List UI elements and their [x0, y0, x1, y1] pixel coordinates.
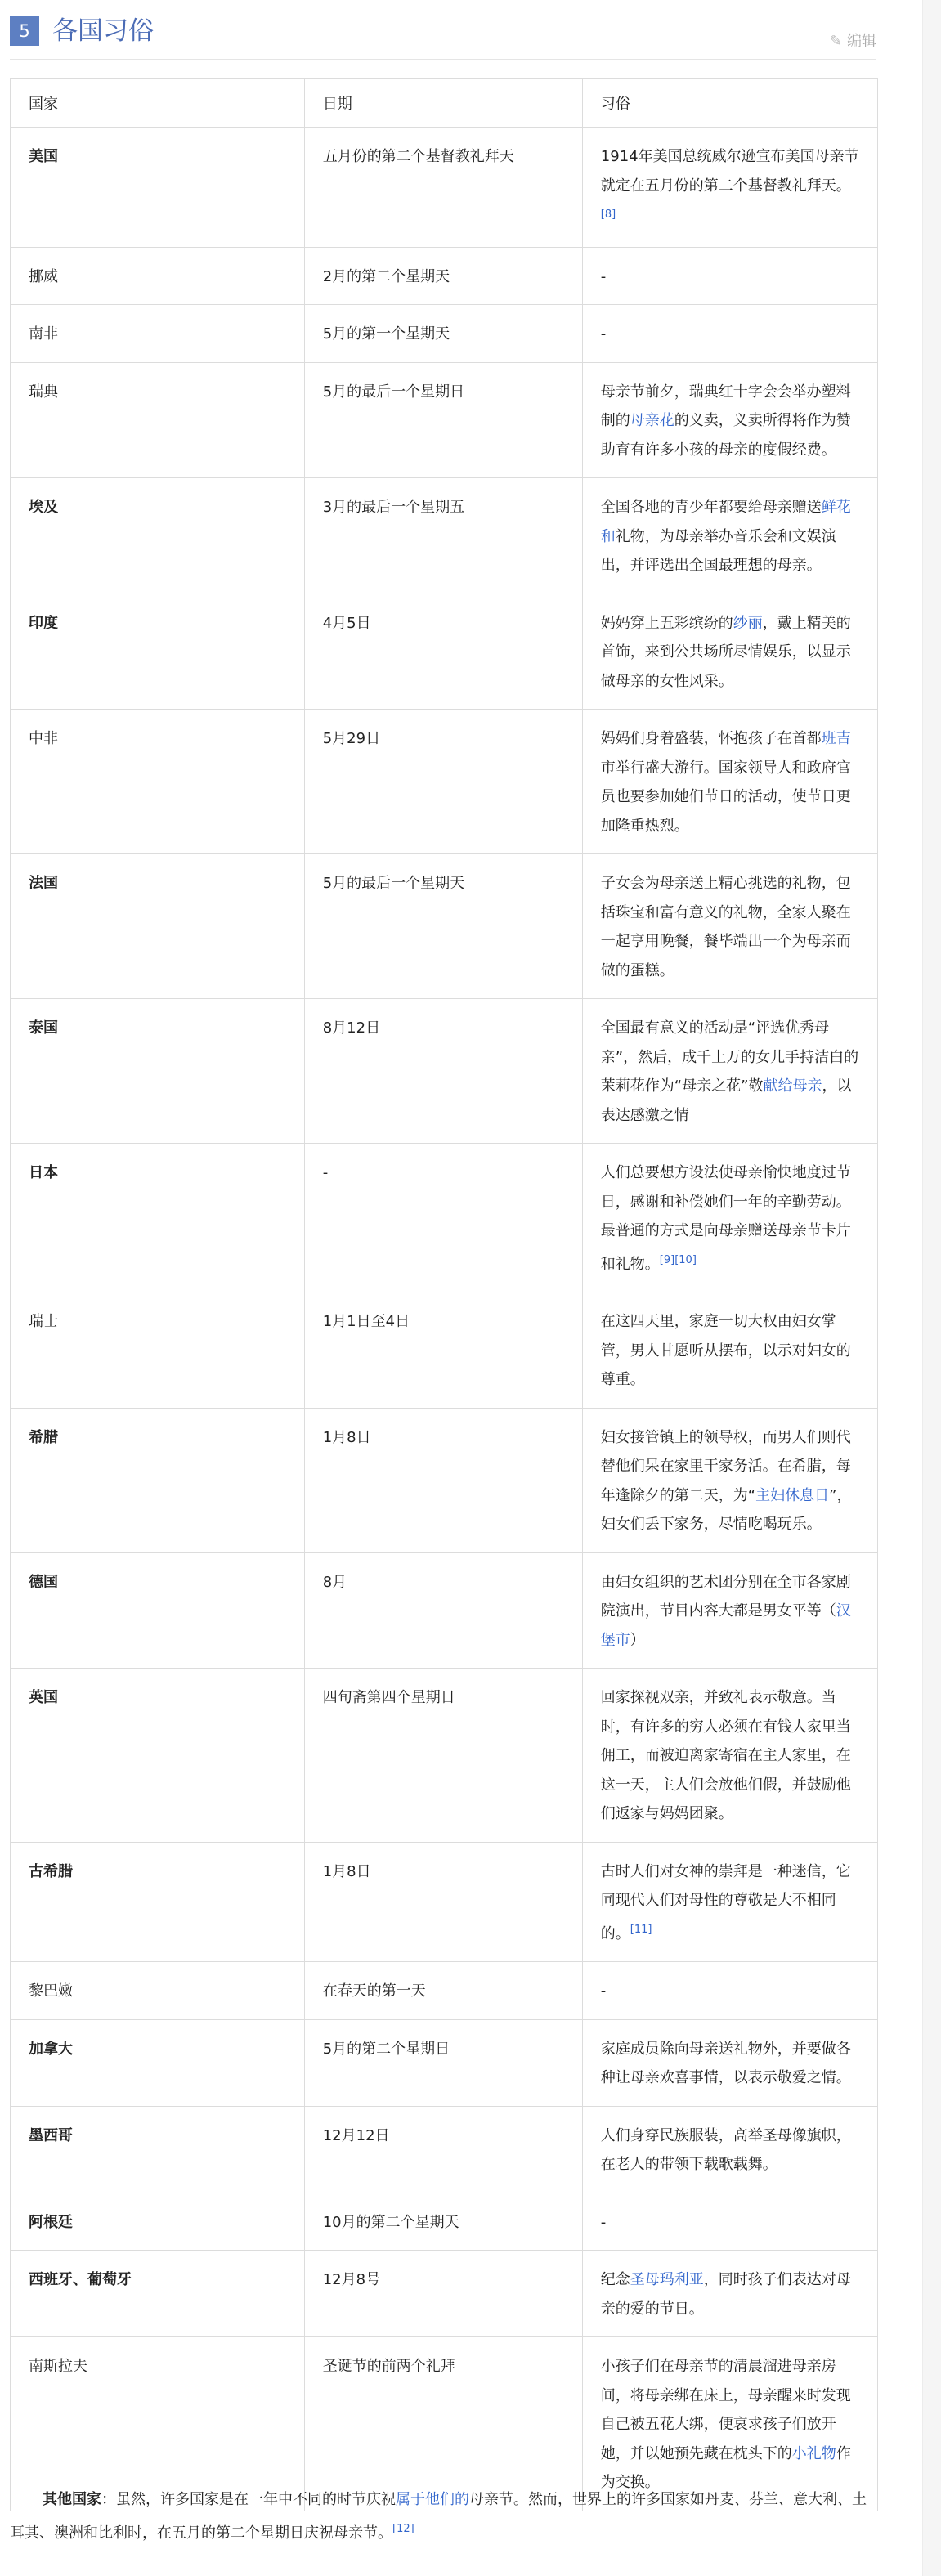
header-date: 日期 [304, 79, 582, 128]
inline-link[interactable]: 母亲花 [630, 412, 674, 429]
text-fragment: ，戴上精美的首饰，来到公共场所尽情娱乐，以显示做母亲的女性风采。 [600, 614, 851, 690]
text-fragment: ，以表达感激之情 [600, 1077, 852, 1124]
date-cell: 10月的第二个星期天 [304, 2193, 582, 2251]
footer-text [10, 2491, 867, 2542]
table-row [11, 1408, 878, 1552]
custom-cell [582, 1842, 877, 1962]
text-fragment: 由妇女组织的艺术团分别在全市各家剧院演出，节目内容大都是男女平等（ [600, 1573, 851, 1620]
country-cell: 阿根廷 [11, 2193, 305, 2251]
text-fragment: ） [630, 1631, 645, 1649]
date-cell: 圣诞节的前两个礼拜 [304, 2337, 582, 2511]
table-row [11, 1842, 878, 1962]
text-fragment: 人们总要想方设法使母亲愉快地度过节日，感谢和补偿她们一年的辛勤劳动。最普通的方式是向母亲赠送母亲节卡片和礼物。 [600, 1164, 851, 1273]
custom-cell [582, 1144, 877, 1292]
custom-cell [582, 2106, 877, 2193]
date-cell: 五月份的第二个基督教礼拜天 [304, 128, 582, 248]
custom-cell [582, 2251, 877, 2337]
date-cell: 1月8日 [304, 1842, 582, 1962]
date-cell: 四旬斋第四个星期日 [304, 1669, 582, 1843]
customs-table [10, 78, 878, 2511]
table-row [11, 1669, 878, 1843]
text-fragment: 妈妈们身着盛装，怀抱孩子在首都 [600, 730, 822, 747]
text-fragment: 母亲节。然而，世界上的许多国家如丹麦、芬兰、意大利、土耳其、澳洲和比利时，在五月的第二个星期日庆祝母亲节。 [10, 2491, 867, 2542]
date-cell: - [304, 1144, 582, 1292]
date-cell: 5月的第二个星期日 [304, 2019, 582, 2106]
text-fragment: ：虽然，许多国家是在一年中不同的时节庆祝 [101, 2491, 396, 2508]
section-number: 5 [10, 16, 39, 46]
text-fragment: 礼物，为母亲举办音乐会和文娱演出，并评选出全国最理想的母亲。 [600, 527, 836, 574]
edit-link[interactable] [830, 29, 876, 51]
section-title: 各国习俗 [52, 16, 154, 46]
country-cell: 中非 [11, 710, 305, 854]
text-fragment: ，同时孩子们表达对母亲的爱的节日。 [600, 2271, 851, 2318]
inline-link[interactable]: 主妇休息日 [755, 1486, 830, 1504]
inline-link[interactable]: 汉堡市 [600, 1602, 851, 1649]
text-fragment: 小孩子们在母亲节的清晨溜进母亲房间，将母亲绑在床上，母亲醒来时发现自己被五花大绑，便哀求孩子们放开她，并以她预先藏在枕头下的 [600, 2358, 851, 2462]
inline-link[interactable]: 献给母亲 [763, 1077, 822, 1095]
custom-cell [582, 2193, 877, 2251]
text-fragment: 妈妈穿上五彩缤纷的 [600, 614, 733, 632]
date-cell: 5月的最后一个星期天 [304, 854, 582, 999]
table-row [11, 478, 878, 594]
text-fragment: 回家探视双亲，并致礼表示敬意。当时，有许多的穷人必须在有钱人家里当佣工，而被迫离家寄宿在主人家里，在这一天，主人们会放他们假，并鼓励他们返家与妈妈团聚。 [600, 1689, 851, 1822]
inline-link[interactable]: 班吉 [821, 730, 851, 747]
scrollbar[interactable] [922, 0, 941, 2576]
table-header-row [11, 79, 878, 128]
table-row [11, 999, 878, 1144]
date-cell: 8月12日 [304, 999, 582, 1144]
country-cell: 法国 [11, 854, 305, 999]
date-cell: 1月8日 [304, 1408, 582, 1552]
country-cell: 印度 [11, 594, 305, 710]
country-cell: 埃及 [11, 478, 305, 594]
inline-link[interactable]: 小礼物 [791, 2444, 836, 2462]
inline-link[interactable]: 属于他们的 [396, 2491, 469, 2508]
inline-link[interactable]: 纱丽 [733, 614, 763, 632]
table-row [11, 1552, 878, 1669]
table-row [11, 2106, 878, 2193]
date-cell: 12月12日 [304, 2106, 582, 2193]
text-fragment: - [600, 1982, 607, 2000]
country-cell: 挪威 [11, 247, 305, 305]
citation-link[interactable]: [8] [600, 208, 616, 221]
table-row [11, 128, 878, 248]
country-cell: 英国 [11, 1669, 305, 1843]
country-cell: 古希腊 [11, 1842, 305, 1962]
date-cell: 2月的第二个星期天 [304, 247, 582, 305]
table-row [11, 305, 878, 363]
country-cell: 西班牙、葡萄牙 [11, 2251, 305, 2337]
table-row [11, 2251, 878, 2337]
inline-link[interactable]: 圣母玛利亚 [630, 2271, 704, 2288]
date-cell: 5月的第一个星期天 [304, 305, 582, 363]
text-fragment: 子女会为母亲送上精心挑选的礼物，包括珠宝和富有意义的礼物，全家人聚在一起享用晚餐，餐毕端出一个为母亲而做的蛋糕。 [600, 875, 851, 979]
citation-link[interactable]: [12] [392, 2523, 414, 2535]
date-cell: 3月的最后一个星期五 [304, 478, 582, 594]
text-fragment: 母亲节前夕，瑞典红十字会会举办塑料制的 [600, 383, 851, 429]
table-row [11, 2019, 878, 2106]
country-cell: 加拿大 [11, 2019, 305, 2106]
citation-link[interactable]: [11] [630, 1923, 652, 1936]
table-row [11, 710, 878, 854]
table-row [11, 854, 878, 999]
custom-cell [582, 999, 877, 1144]
text-fragment: 古时人们对女神的崇拜是一种迷信，它同现代人们对母性的尊敬是大不相同的。 [600, 1862, 851, 1942]
table-row [11, 362, 878, 478]
custom-cell [582, 2019, 877, 2106]
custom-cell [582, 1292, 877, 1409]
custom-cell [582, 710, 877, 854]
country-cell: 泰国 [11, 999, 305, 1144]
pencil-icon: ✎ [829, 33, 842, 50]
text-fragment: 市举行盛大游行。国家领导人和政府官员也要参加她们节日的活动，使节日更加隆重热烈。 [600, 759, 851, 835]
text-fragment: 在这四天里，家庭一切大权由妇女掌管，男人甘愿听从摆布，以示对妇女的尊重。 [600, 1313, 851, 1388]
text-fragment: 全国各地的青少年都要给母亲赠送 [600, 499, 822, 516]
text-fragment: - [600, 325, 607, 343]
text-fragment: 作为交换。 [600, 2444, 851, 2491]
custom-cell [582, 854, 877, 999]
table-row [11, 1962, 878, 2020]
date-cell: 4月5日 [304, 594, 582, 710]
text-fragment: ”，妇女们丢下家务，尽情吃喝玩乐。 [600, 1486, 852, 1533]
table-body [11, 128, 878, 2511]
custom-cell [582, 1408, 877, 1552]
text-fragment: 人们身穿民族服装，高举圣母像旗帜，在老人的带领下载歌载舞。 [600, 2126, 851, 2173]
custom-cell [582, 594, 877, 710]
table-row [11, 1292, 878, 1409]
date-cell: 8月 [304, 1552, 582, 1669]
country-cell: 墨西哥 [11, 2106, 305, 2193]
custom-cell [582, 478, 877, 594]
text-fragment: 的义卖，义卖所得将作为赞助育有许多小孩的母亲的度假经费。 [600, 412, 851, 459]
table-row [11, 2193, 878, 2251]
country-cell: 南斯拉夫 [11, 2337, 305, 2511]
date-cell: 1月1日至4日 [304, 1292, 582, 1409]
date-cell: 12月8号 [304, 2251, 582, 2337]
text-fragment: 全国最有意义的活动是“评选优秀母亲”，然后，成千上万的女儿手持洁白的茉莉花作为“母亲之花”敬 [600, 1019, 859, 1095]
table-row [11, 247, 878, 305]
inline-link[interactable]: 鲜花和 [600, 499, 851, 545]
section-heading [10, 11, 876, 60]
country-cell: 德国 [11, 1552, 305, 1669]
text-fragment: 纪念 [600, 2271, 630, 2288]
text-fragment: - [600, 267, 607, 285]
header-country: 国家 [11, 79, 305, 128]
table-row [11, 1144, 878, 1292]
country-cell: 美国 [11, 128, 305, 248]
country-cell: 瑞典 [11, 362, 305, 478]
country-cell: 黎巴嫩 [11, 1962, 305, 2020]
country-cell: 日本 [11, 1144, 305, 1292]
custom-cell [582, 1962, 877, 2020]
custom-cell [582, 305, 877, 363]
text-fragment: 妇女接管镇上的领导权，而男人们则代替他们呆在家里干家务活。在希腊，每年逢除夕的第二天，为“ [600, 1428, 851, 1504]
edit-label: 编辑 [847, 33, 876, 50]
custom-cell [582, 247, 877, 305]
header-custom: 习俗 [582, 79, 877, 128]
footer-label: 其他国家 [43, 2491, 101, 2508]
country-cell: 瑞士 [11, 1292, 305, 1409]
text-fragment: - [600, 2213, 607, 2231]
date-cell: 5月的最后一个星期日 [304, 362, 582, 478]
date-cell: 在春天的第一天 [304, 1962, 582, 2020]
text-fragment: 家庭成员除向母亲送礼物外，并要做各种让母亲欢喜事情，以表示敬爱之情。 [600, 2040, 851, 2086]
country-cell: 南非 [11, 305, 305, 363]
country-cell: 希腊 [11, 1408, 305, 1552]
custom-cell [582, 1552, 877, 1669]
citation-link[interactable]: [9][10] [659, 1253, 697, 1266]
custom-cell [582, 362, 877, 478]
text-fragment: 1914年美国总统威尔逊宣布美国母亲节就定在五月份的第二个基督教礼拜天。 [600, 148, 859, 195]
other-countries-paragraph [10, 2485, 878, 2548]
custom-cell [582, 1669, 877, 1843]
custom-cell [582, 128, 877, 248]
date-cell: 5月29日 [304, 710, 582, 854]
table-row [11, 594, 878, 710]
